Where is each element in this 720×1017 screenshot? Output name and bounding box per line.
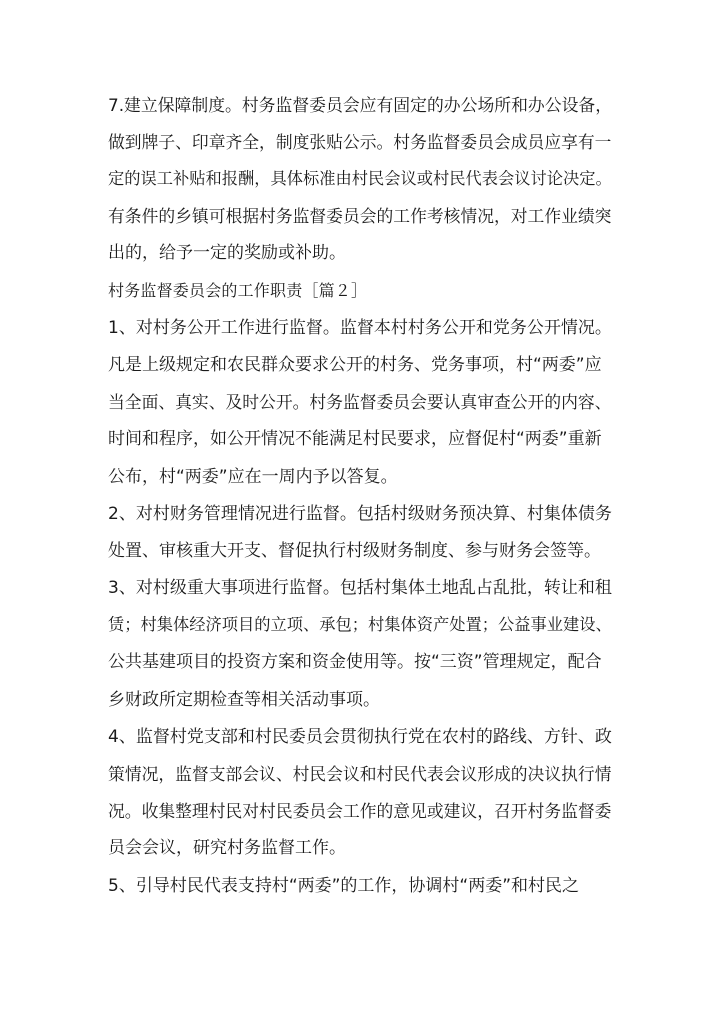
text-line: 7.建立保障制度。村务监督委员会应有固定的办公场所和办公设备， bbox=[108, 95, 613, 115]
text-line: 3、对村级重大事项进行监督。包括村集体土地乱占乱批，转让和租 bbox=[108, 578, 612, 598]
text-line: 2、对村财务管理情况进行监督。包括村级财务预决算、村集体债务 bbox=[108, 504, 612, 524]
section-heading: 村务监督委员会的工作职责［篇２］ bbox=[108, 281, 368, 300]
text-line: 员会会议，研究村务监督工作。 bbox=[108, 838, 346, 858]
text-line: 公布，村“两委”应在一周内予以答复。 bbox=[108, 467, 398, 487]
text-line: 凡是上级规定和农民群众要求公开的村务、党务事项，村“两委”应 bbox=[108, 355, 602, 375]
text-line: 出的，给予一定的奖励或补助。 bbox=[108, 243, 346, 263]
text-line: 定的误工补贴和报酬，具体标准由村民会议或村民代表会议讨论决定。 bbox=[108, 169, 612, 188]
text-line: 5、引导村民代表支持村“两委”的工作，协调村“两委”和村民之 bbox=[108, 876, 580, 896]
text-line: 乡财政所定期检查等相关活动事项。 bbox=[108, 690, 380, 710]
text-line: 当全面、真实、及时公开。村务监督委员会要认真审查公开的内容、 bbox=[108, 392, 612, 412]
text-line: 有条件的乡镇可根据村务监督委员会的工作考核情况，对工作业绩突 bbox=[108, 206, 612, 226]
text-line: 况。收集整理村民对村民委员会工作的意见或建议，召开村务监督委 bbox=[108, 801, 612, 821]
text-line: 做到牌子、印章齐全，制度张贴公示。村务监督委员会成员应享有一 bbox=[108, 132, 612, 152]
text-line: 赁；村集体经济项目的立项、承包；村集体资产处置；公益事业建设、 bbox=[108, 615, 612, 634]
text-line: 公共基建项目的投资方案和资金使用等。按“三资”管理规定，配合 bbox=[108, 652, 602, 672]
text-line: 策情况，监督支部会议、村民会议和村民代表会议形成的决议执行情 bbox=[108, 764, 612, 784]
text-line: 4、监督村党支部和村民委员会贯彻执行党在农村的路线、方针、政 bbox=[108, 727, 612, 747]
text-line: 处置、审核重大开支、督促执行村级财务制度、参与财务会签等。 bbox=[108, 541, 601, 561]
text-line: 时间和程序，如公开情况不能满足村民要求，应督促村“两委”重新 bbox=[108, 429, 602, 449]
text-line: 1、对村务公开工作进行监督。监督本村村务公开和党务公开情况。 bbox=[108, 318, 612, 338]
